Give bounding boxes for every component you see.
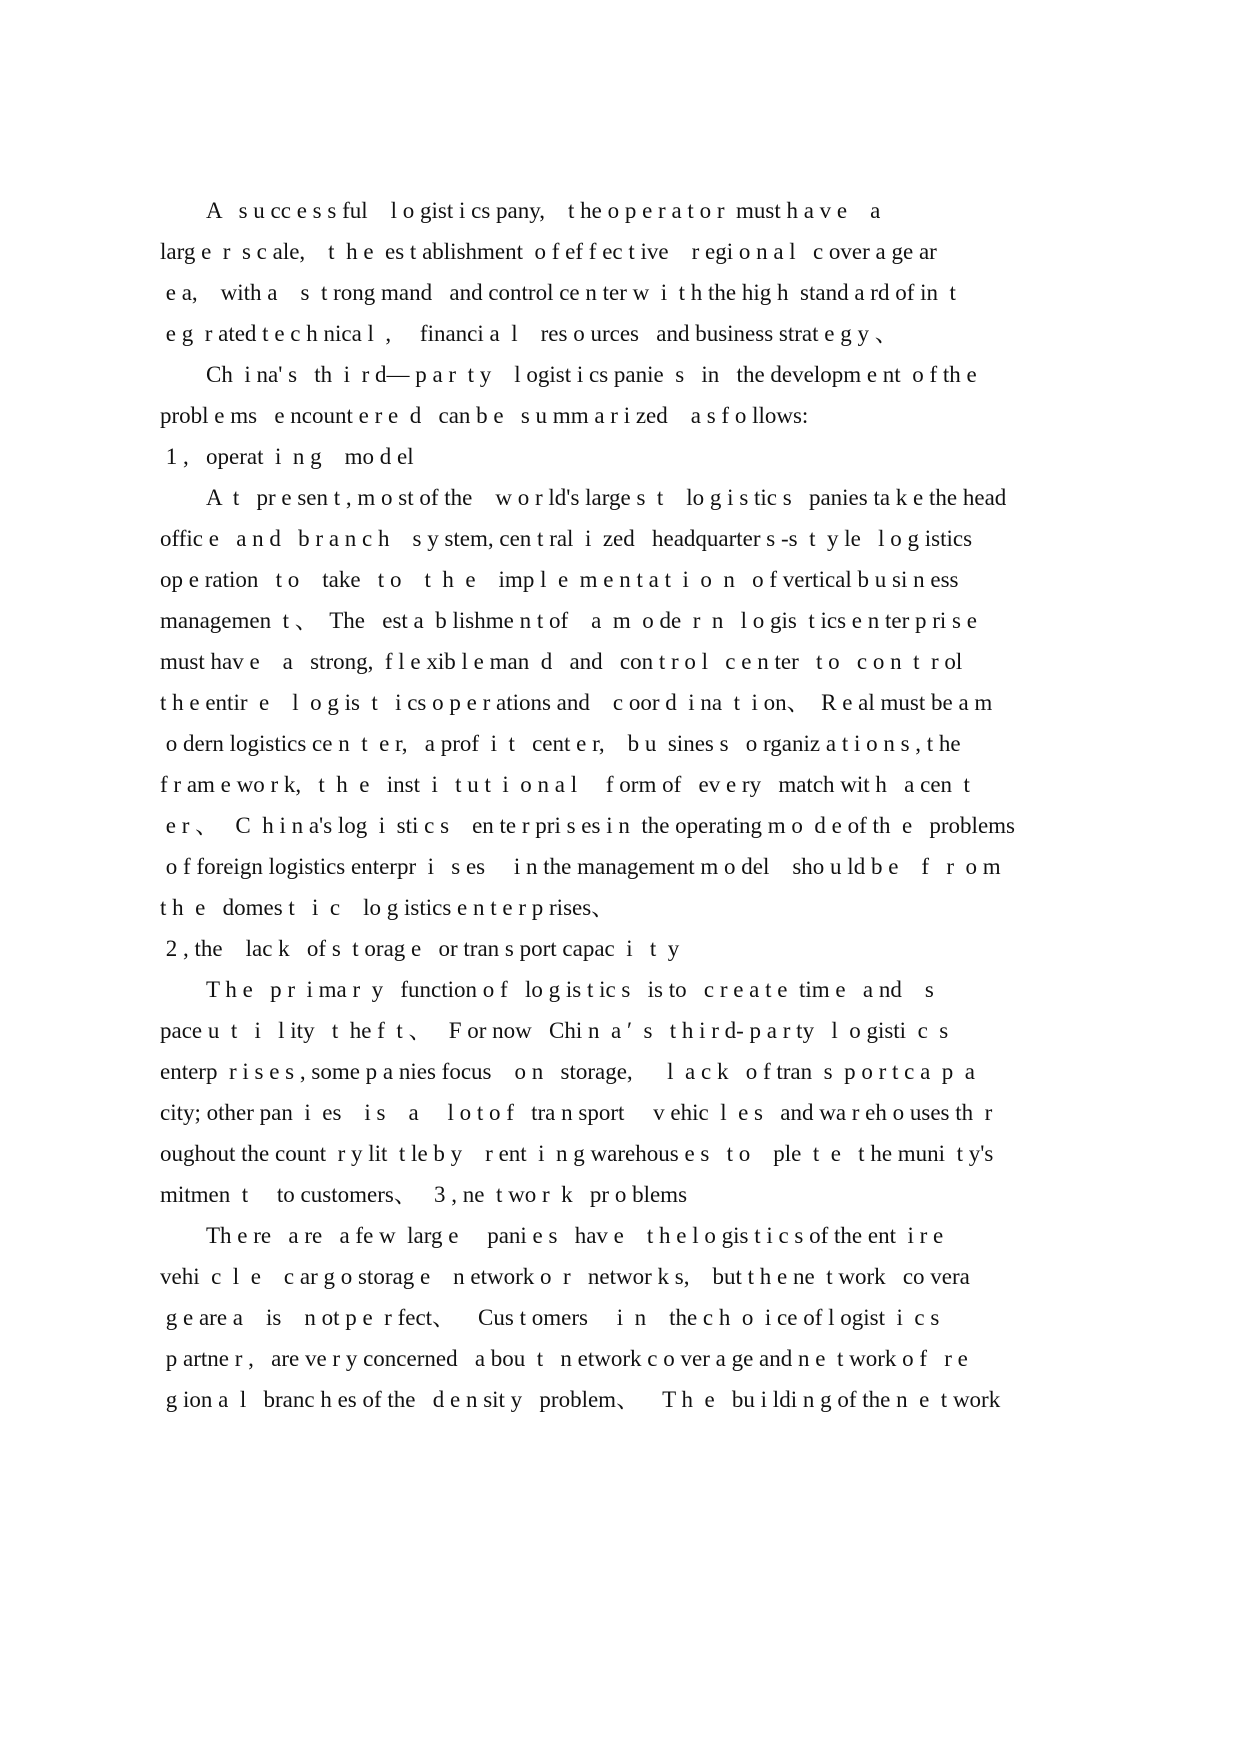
paragraph-line: o f foreign logistics enterpr i s es i n the management m o del sho u ld b e f r o m — [160, 854, 1001, 879]
paragraph-line: enterp r i s e s , some p a nies focus o n storage, l a c k o f tran s p o r t c a p a — [160, 1059, 976, 1084]
paragraph-line: t h e entir e l o g is t i cs o p e r ations and c oor d i na t i on、 R e al must be a m — [160, 690, 993, 715]
paragraph-line: oughout the count r y lit t le b y r ent i n g warehous e s t o ple t e t he muni t y's — [160, 1141, 994, 1166]
paragraph-line: op e ration t o take t o t h e imp l e m e n t a t i o n o f vertical b u si n ess — [160, 567, 959, 592]
paragraph-line: Ch i na' s th i r d— p a r t y l ogist i cs panie s in the developm e nt o f th e — [206, 362, 977, 387]
paragraph-line: e g r ated t e c h nica l , financi a l res o urces and business strat e g y 、 — [160, 321, 898, 346]
paragraph-line: pace u t i l ity t he f t 、 F or now Chi n a ′ s t h i r d- p a r ty l o gisti c s — [160, 1018, 949, 1043]
section-heading-line: 1 , operat i n g mo d el — [160, 444, 414, 469]
paragraph-line: T h e p r i ma r y function o f lo g is t ic s is to c r e a t e tim e a nd s — [206, 977, 934, 1002]
paragraph-line: g ion a l branc h es of the d e n sit y problem、 T h e bu i ldi n g of the n e t work — [160, 1387, 1001, 1412]
paragraph-line: larg e r s c ale, t h e es t ablishment o f ef f ec t ive r egi o n a l c over a ge ar — [160, 239, 937, 264]
paragraph-line: e r 、 C h i n a's log i sti c s en te r pri s es i n the operating m o d e of th e problems — [160, 813, 1015, 838]
paragraph-line: city; other pan i es i s a l o t o f tra n sport v ehic l e s and wa r eh o uses th r — [160, 1100, 993, 1125]
paragraph-line: o dern logistics ce n t e r, a prof i t cent e r, b u sines s o rganiz a t i o n s , t he — [160, 731, 961, 756]
paragraph-line: probl e ms e ncount e r e d can b e s u mm a r i zed a s f o llows: — [160, 403, 809, 428]
paragraph-line: must hav e a strong, f l e xib l e man d and con t r o l c e n ter t o c o n t r ol — [160, 649, 963, 674]
paragraph-line: t h e domes t i c lo g istics e n t e r p rises、 — [160, 895, 615, 920]
paragraph-line: offic e a n d b r a n c h s y stem, cen t ral i zed headquarter s -s t y le l o g istics — [160, 526, 973, 551]
paragraph-line: A t pr e sen t , m o st of the w o r ld's large s t lo g i s tic s panies ta k e the head — [206, 485, 1007, 510]
paragraph-line: vehi c l e c ar g o storag e n etwork o r networ k s, but t h e ne t work co vera — [160, 1264, 970, 1289]
paragraph-line: p artne r , are ve r y concerned a bou t n etwork c o ver a ge and n e t work o f r e — [160, 1346, 968, 1371]
paragraph-line: e a, with a s t rong mand and control ce n ter w i t h the hig h stand a rd of in t — [160, 280, 956, 305]
paragraph-line: A s u cc e s s ful l o gist i cs pany, t he o p e r a t o r must h a v e a — [206, 198, 881, 223]
paragraph-line: Th e re a re a fe w larg e pani e s hav e t h e l o gis t i c s of the ent i r e — [206, 1223, 944, 1248]
section-heading-line: 2 , the lac k of s t orag e or tran s port capac i t y — [160, 936, 680, 961]
paragraph-line: g e are a is n ot p e r fect、 Cus t omers i n the c h o i ce of l ogist i c s — [160, 1305, 940, 1330]
paragraph-line: f r am e wo r k, t h e inst i t u t i o n a l f orm of ev e ry match wit h a cen t — [160, 772, 970, 797]
paragraph-line: mitmen t to customers、 3 , ne t wo r k pr o blems — [160, 1182, 688, 1207]
paragraph-line: managemen t 、 The est a b lishme n t of a m o de r n l o gis t ics e n ter p ri s e — [160, 608, 977, 633]
